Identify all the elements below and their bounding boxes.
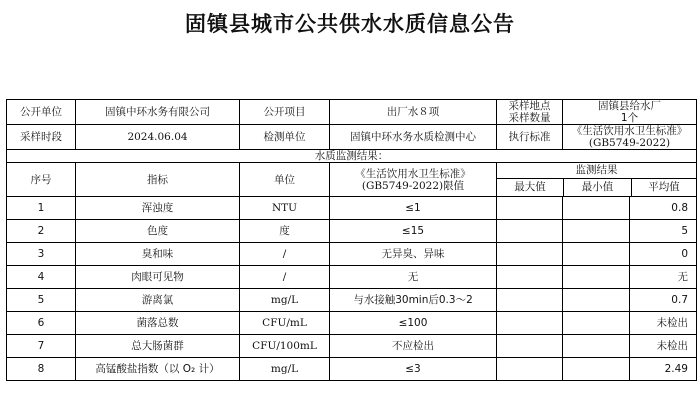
table-row	[7, 289, 697, 312]
limit-cell: 与水接触30min后0.3～2	[330, 289, 497, 312]
table-row	[7, 220, 697, 243]
header-indicator: 指标	[76, 163, 240, 197]
limit-cell: ≤15	[330, 220, 497, 243]
seq-cell: 1	[7, 197, 76, 220]
standard-label: 执行标准	[497, 125, 563, 150]
test-unit-label: 检测单位	[240, 125, 330, 150]
header-limit	[330, 163, 497, 197]
min-cell	[563, 289, 630, 312]
unit-cell: /	[240, 266, 330, 289]
max-cell	[497, 312, 563, 335]
header-max: 最大值	[497, 179, 564, 196]
max-cell	[497, 289, 563, 312]
avg-cell: 0.7	[630, 289, 697, 312]
min-cell	[563, 312, 630, 335]
limit-cell: 无	[330, 266, 497, 289]
indicator-cell: 菌落总数	[76, 312, 240, 335]
indicator-cell: 高锰酸盐指数（以 O₂ 计）	[76, 358, 240, 381]
header-seq: 序号	[7, 163, 76, 197]
min-cell	[563, 243, 630, 266]
header-results-sub	[497, 179, 696, 196]
min-cell	[563, 358, 630, 381]
section-title: 水质监测结果：	[7, 150, 697, 163]
table-row	[7, 335, 697, 358]
sample-site-label: 采样地点	[508, 100, 551, 112]
header-min: 最小值	[564, 179, 632, 196]
limit-cell: 无异臭、异味	[330, 243, 497, 266]
seq-cell: 5	[7, 289, 76, 312]
min-cell	[563, 197, 630, 220]
seq-cell: 8	[7, 358, 76, 381]
standard-line-2: (GB5749-2022)	[588, 137, 671, 149]
sample-count-value: 1个	[620, 112, 639, 124]
sample-time-value: 2024.06.04	[76, 125, 240, 150]
max-cell	[497, 243, 563, 266]
max-cell	[497, 220, 563, 243]
seq-cell: 2	[7, 220, 76, 243]
indicator-cell: 游离氯	[76, 289, 240, 312]
table-row	[7, 266, 697, 289]
limit-cell: ≤3	[330, 358, 497, 381]
limit-cell: ≤100	[330, 312, 497, 335]
unit-cell: CFU/mL	[240, 312, 330, 335]
sample-values	[563, 100, 697, 125]
indicator-cell: 浑浊度	[76, 197, 240, 220]
header-limit-line-1: 《生活饮用水卫生标准》	[355, 167, 471, 180]
sample-time-label: 采样时段	[7, 125, 76, 150]
avg-cell: 无	[630, 266, 697, 289]
min-cell	[563, 220, 630, 243]
limit-cell: 不应检出	[330, 335, 497, 358]
disclose-unit-label: 公开单位	[7, 100, 76, 125]
min-cell	[563, 335, 630, 358]
avg-cell: 0.8	[630, 197, 697, 220]
min-cell	[563, 266, 630, 289]
header-avg: 平均值	[648, 181, 680, 193]
indicator-cell: 色度	[76, 220, 240, 243]
item-label: 公开项目	[240, 100, 330, 125]
seq-cell: 4	[7, 266, 76, 289]
header-results	[497, 163, 697, 197]
header-unit: 单位	[240, 163, 330, 197]
unit-cell: mg/L	[240, 358, 330, 381]
header-row	[7, 163, 697, 197]
info-row-1	[7, 100, 697, 125]
unit-cell: 度	[240, 220, 330, 243]
data-rows	[7, 197, 697, 381]
max-cell	[497, 358, 563, 381]
unit-cell: CFU/100mL	[240, 335, 330, 358]
unit-cell: /	[240, 243, 330, 266]
table-row	[7, 197, 697, 220]
item-value: 出厂水８项	[330, 100, 497, 125]
avg-cell: 5	[630, 220, 697, 243]
standard-line-1: 《生活饮用水卫生标准》	[571, 125, 688, 137]
page-title: 固镇县城市公共供水水质信息公告	[185, 12, 515, 36]
table-row	[7, 358, 697, 381]
unit-cell: NTU	[240, 197, 330, 220]
max-cell	[497, 335, 563, 358]
info-row-2	[7, 125, 697, 150]
avg-cell: 未检出	[630, 312, 697, 335]
sample-count-label: 采样数量	[508, 112, 551, 124]
header-results-title: 监测结果	[497, 163, 696, 179]
sample-labels	[497, 100, 563, 125]
max-cell	[497, 266, 563, 289]
header-limit-line-2: (GB5749-2022)限值	[361, 179, 465, 192]
avg-cell: 0	[630, 243, 697, 266]
avg-cell: 2.49	[630, 358, 697, 381]
section-row	[7, 150, 697, 163]
unit-cell: mg/L	[240, 289, 330, 312]
seq-cell: 3	[7, 243, 76, 266]
test-unit-value: 固镇中环水务水质检测中心	[330, 125, 497, 150]
indicator-cell: 总大肠菌群	[76, 335, 240, 358]
water-quality-table	[6, 99, 697, 381]
table-row	[7, 312, 697, 335]
table-row	[7, 243, 697, 266]
max-cell	[497, 197, 563, 220]
seq-cell: 6	[7, 312, 76, 335]
seq-cell: 7	[7, 335, 76, 358]
avg-cell: 未检出	[630, 335, 697, 358]
standard-value	[563, 125, 697, 150]
indicator-cell: 肉眼可见物	[76, 266, 240, 289]
disclose-unit-value: 固镇中环水务有限公司	[76, 100, 240, 125]
indicator-cell: 臭和味	[76, 243, 240, 266]
sample-site-value: 固镇县给水厂	[598, 100, 661, 112]
limit-cell: ≤1	[330, 197, 497, 220]
